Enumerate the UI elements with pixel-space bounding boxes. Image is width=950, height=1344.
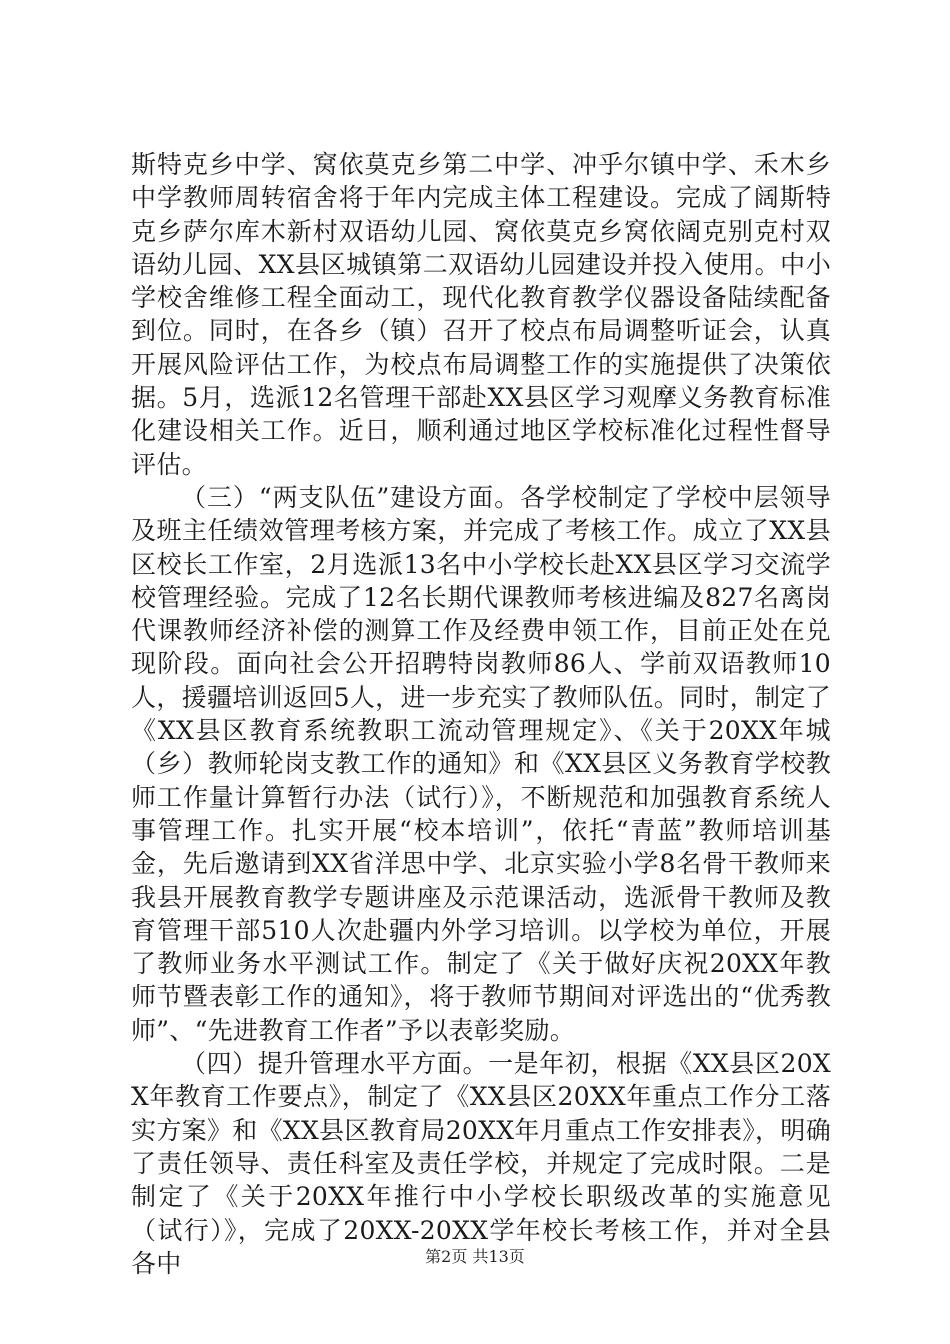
paragraph-school-construction: 斯特克乡中学、窝依莫克乡第二中学、冲乎尔镇中学、禾木乡中学教师周转宿舍将于年内完成主体工程建设。完成了阔斯特克乡萨尔库木新村双语幼儿园、窝依莫克乡窝依阔克别克村双语幼儿园、XX县区城镇第二双语幼儿园建设并投入使用。中小学校舍维修工程全面动工，现代化教育教学仪器设备陆续配备到位。同时，在各乡（镇）召开了校点布局调整听证会，认真开展风险评估工作，为校点布局调整工作的实施提供了决策依据。5月，选派12名管理干部赴XX县区学习观摩义务教育标准化建设相关工作。近日，顺利通过地区学校标准化过程性督导评估。: [131, 150, 831, 479]
document-body: [131, 148, 831, 1280]
paragraph-management-level: （四）提升管理水平方面。一是年初，根据《XX县区20XX年教育工作要点》，制定了《XX县区20XX年重点工作分工落实方案》和《XX县区教育局20XX年月重点工作安排表》，明确了责任领导、责任科室及责任学校，并规定了完成时限。二是制定了《关于20XX年推行中小学校长职级改革的实施意见（试行）》，完成了20XX-20XX学年校长考核工作，并对全县各中: [131, 1049, 831, 1278]
paragraph-two-teams: （三）“两支队伍”建设方面。各学校制定了学校中层领导及班主任绩效管理考核方案，并完成了考核工作。成立了XX县区校长工作室，2月选派13名中小学校长赴XX县区学习交流学校管理经验。完成了12名长期代课教师考核进编及827名离岗代课教师经济补偿的测算工作及经费申领工作，目前正处在兑现阶段。面向社会公开招聘特岗教师86人、学前双语教师10人，援疆培训返回5人，进一步充实了教师队伍。同时，制定了《XX县区教育系统教职工流动管理规定》、《关于20XX年城（乡）教师轮岗支教工作的通知》和《XX县区义务教育学校教师工作量计算暂行办法（试行）》，不断规范和加强教育系统人事管理工作。扎实开展“校本培训”，依托“青蓝”教师培训基金，先后邀请到XX省洋思中学、北京实验小学8名骨干教师来我县开展教育教学专题讲座及示范课活动，选派骨干教师及教育管理干部510人次赴疆内外学习培训。以学校为单位，开展了教师业务水平测试工作。制定了《关于做好庆祝20XX年教师节暨表彰工作的通知》，将于教师节期间对评选出的“优秀教师”、“先进教育工作者”予以表彰奖励。: [131, 482, 831, 1045]
page-footer: 第2页 共13页: [425, 1247, 525, 1266]
